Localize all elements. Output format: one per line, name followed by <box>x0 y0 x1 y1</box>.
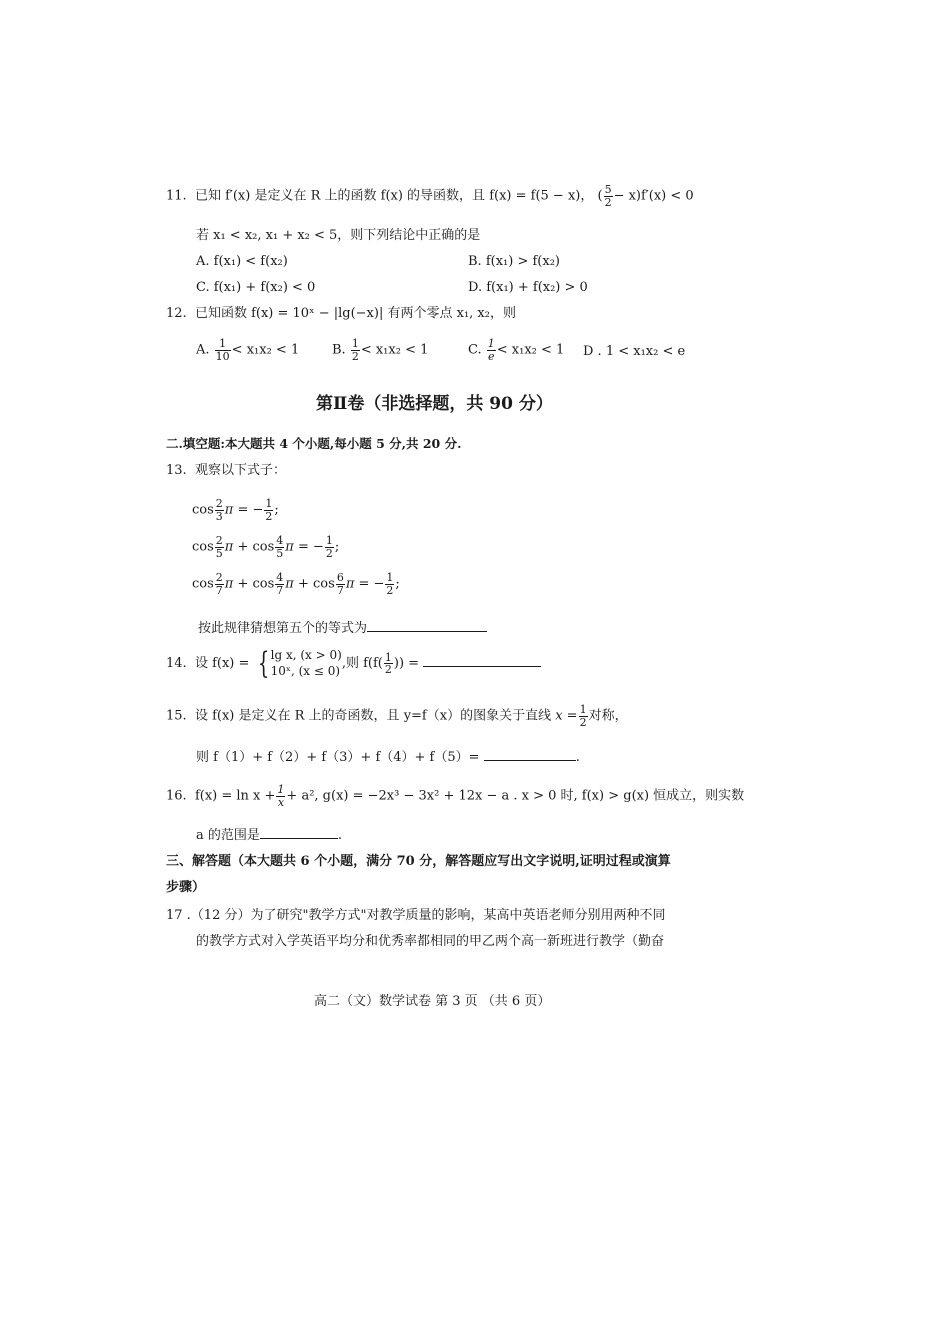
frac-den: 3 <box>215 509 223 523</box>
equals-minus: = − <box>237 502 264 518</box>
section3-line2: 步骤） <box>166 880 206 895</box>
q15-sum-text: 则 f（1）+ f（2）+ f（3）+ f（4）+ f（5）= <box>196 750 480 765</box>
q12-option-a-text: < x₁x₂ < 1 <box>231 342 300 358</box>
q14-number: 14. <box>166 656 187 672</box>
q13-guess-text: 按此规律猜想第五个的等式为 <box>198 621 368 636</box>
section2-title: 第Ⅱ卷（非选择题，共 90 分） <box>316 394 553 414</box>
q15-stem: 设 f(x) 是定义在 R 上的奇函数，且 y=f（x）的图象关于直线 <box>194 708 552 724</box>
pi-symbol: π <box>224 539 234 555</box>
page-footer: 高二（文）数学试卷 第 3 页 （共 6 页） <box>314 994 551 1009</box>
frac-num: 2 <box>215 497 223 510</box>
q14-middle: ,则 f(f( <box>341 656 383 672</box>
frac-den: 5 <box>215 546 223 560</box>
fraction <box>215 498 224 522</box>
semicolon: ; <box>395 576 400 592</box>
frac-den: 2 <box>325 546 333 560</box>
q14-case-2: 10ˣ, (x ≤ 0) <box>270 663 341 678</box>
frac-den: 7 <box>276 583 284 597</box>
frac-num: 2 <box>215 534 223 547</box>
semicolon: ; <box>274 502 279 518</box>
frac-num: 1 <box>579 703 587 716</box>
q15-number: 15. <box>166 708 187 724</box>
pi-symbol: π <box>285 539 294 555</box>
frac-den: 7 <box>336 583 344 597</box>
frac-num: 4 <box>276 534 284 547</box>
q15-line2 <box>196 749 580 766</box>
q12-a-num: 1 <box>219 337 227 350</box>
q12-number: 12. <box>166 306 187 321</box>
fraction <box>275 535 284 559</box>
q13-line1 <box>166 463 286 479</box>
q11-frac-den: 2 <box>604 195 612 209</box>
q11-frac-num: 5 <box>604 183 612 196</box>
q14-end: )) = <box>393 656 420 672</box>
q12-stem: 已知函数 f(x) = 10ˣ − |lg(−x)| 有两个零点 x₁, x₂，则 <box>194 306 516 321</box>
q11-stem-b: − x)f′(x) < 0 <box>613 188 694 204</box>
frac-den: 2 <box>265 509 273 523</box>
q12-option-c <box>468 338 564 362</box>
fraction <box>336 572 345 596</box>
q15-tail: 对称， <box>588 708 628 724</box>
fraction <box>325 535 334 559</box>
q11-fraction <box>604 184 613 208</box>
q12-option-a-fraction <box>215 338 231 362</box>
q16-range-text: a 的范围是 <box>196 828 260 843</box>
q12-option-c-label: C. <box>468 342 482 358</box>
fraction <box>215 535 224 559</box>
q12-option-b-fraction <box>351 338 360 362</box>
q11-line2: 若 x₁ < x₂, x₁ + x₂ < 5，则下列结论中正确的是 <box>196 228 481 243</box>
q12-c-den: e <box>488 349 495 363</box>
period: . <box>337 828 343 843</box>
frac-num: 2 <box>215 571 223 584</box>
frac-num: 1 <box>265 497 273 510</box>
q15-line1 <box>166 704 628 728</box>
q16-line1 <box>166 784 744 808</box>
q12-option-d: D . 1 < x₁x₂ < e <box>583 344 686 359</box>
plus-sign: + <box>237 539 249 555</box>
q12-c-num: 1 <box>487 337 495 350</box>
q12-line1 <box>166 306 516 322</box>
q12-option-b-text: < x₁x₂ < 1 <box>360 342 429 358</box>
q13-equation-3 <box>192 572 400 596</box>
q11-option-b: B. f(x₁) > f(x₂) <box>468 254 560 269</box>
cos-text: cos <box>192 502 214 518</box>
q15-fraction <box>579 704 588 728</box>
q16-fraction <box>276 784 285 808</box>
pi-symbol: π <box>285 576 294 592</box>
fill-section-header: 二.填空题:本大题共 4 个小题,每小题 5 分,共 20 分. <box>166 436 462 451</box>
q12-option-c-fraction <box>487 338 496 362</box>
q14-answer-blank <box>423 655 541 667</box>
frac-num: 4 <box>276 571 284 584</box>
frac-den: x <box>277 795 285 809</box>
q11-option-a: A. f(x₁) < f(x₂) <box>196 254 288 269</box>
q14-piecewise <box>271 648 342 679</box>
semicolon: ; <box>334 539 340 555</box>
equals-minus: = − <box>358 576 385 592</box>
plus-sign: + <box>297 576 309 592</box>
q16-number: 16. <box>166 788 187 804</box>
q13-answer-blank <box>367 620 487 632</box>
q12-b-num: 1 <box>351 337 359 350</box>
fraction <box>215 572 224 596</box>
frac-den: 2 <box>579 715 587 729</box>
period: . <box>575 750 580 765</box>
q16-part-a: f(x) = ln x + <box>194 788 276 804</box>
q11-stem-a: 已知 f′(x) 是定义在 R 上的函数 f(x) 的导函数，且 f(x) = f(5 − x)， <box>194 188 594 204</box>
q17-line1: 17 .（12 分）为了研究"教学方式"对教学质量的影响，某高中英语老师分别用两种不同 <box>166 908 666 923</box>
equals-minus: = − <box>297 539 324 555</box>
q16-line2 <box>196 827 342 844</box>
frac-den: 2 <box>386 583 394 597</box>
q13-equation-2 <box>192 535 339 559</box>
cos-text: cos <box>252 539 275 555</box>
q12-option-a-label: A. <box>196 342 210 358</box>
q14-lhs: 设 f(x) = <box>194 656 250 672</box>
cos-text: cos <box>313 576 335 592</box>
q15-answer-blank <box>484 749 576 761</box>
frac-num: 1 <box>386 571 394 584</box>
q11-number: 11. <box>166 188 187 204</box>
frac-num: 1 <box>277 783 285 796</box>
frac-den: 7 <box>215 583 223 597</box>
q12-option-a <box>196 338 299 362</box>
fraction <box>385 572 394 596</box>
pi-symbol: π <box>345 576 355 592</box>
q13-guess-line <box>198 620 487 637</box>
plus-sign: + <box>237 576 249 592</box>
cos-text: cos <box>192 539 214 555</box>
q13-stem: 观察以下式子： <box>194 463 286 478</box>
q13-number: 13. <box>166 463 187 478</box>
fraction <box>275 572 284 596</box>
section3-line1: 三、解答题（本大题共 6 个小题，满分 70 分，解答题应写出文字说明,证明过程或演算 <box>166 854 671 869</box>
fraction <box>264 498 273 522</box>
q15-x-equals: x = <box>555 708 578 724</box>
frac-den: 5 <box>276 546 284 560</box>
q16-part-b: + a², g(x) = −2x³ − 3x² + 12x − a . x > 0 时, f(x) > g(x) 恒成立，则实数 <box>286 788 745 804</box>
pi-symbol: π <box>224 502 234 518</box>
q12-a-den: 10 <box>215 349 230 363</box>
q11-line1: 11. 已知 f′(x) 是定义在 R 上的函数 f(x) 的导函数，且 f(x) = f(5 − x)， ( $\frac{5}{2}$ − x)f′(x) < 0 <box>166 183 694 209</box>
q17-line2: 的教学方式对入学英语平均分和优秀率都相同的甲乙两个高一新班进行教学（勤奋 <box>196 934 665 949</box>
q12-option-b <box>332 338 428 362</box>
q14-line <box>166 645 541 681</box>
frac-num: 1 <box>384 650 392 664</box>
left-brace: { <box>257 645 269 681</box>
q11-option-d: D. f(x₁) + f(x₂) > 0 <box>468 280 588 295</box>
q14-case-1: lg x, (x > 0) <box>270 648 342 662</box>
q16-answer-blank <box>260 827 338 839</box>
frac-num: 6 <box>336 571 344 584</box>
frac-den: 2 <box>384 663 392 677</box>
q14-fraction <box>384 652 393 676</box>
cos-text: cos <box>192 576 214 592</box>
q12-option-c-text: < x₁x₂ < 1 <box>496 342 565 358</box>
cos-text: cos <box>252 576 275 592</box>
q12-option-b-label: B. <box>332 342 346 358</box>
q12-b-den: 2 <box>351 349 359 363</box>
frac-num: 1 <box>325 534 333 547</box>
q11-option-c: C. f(x₁) + f(x₂) < 0 <box>196 280 316 295</box>
q13-equation-1 <box>192 498 279 522</box>
pi-symbol: π <box>224 576 234 592</box>
